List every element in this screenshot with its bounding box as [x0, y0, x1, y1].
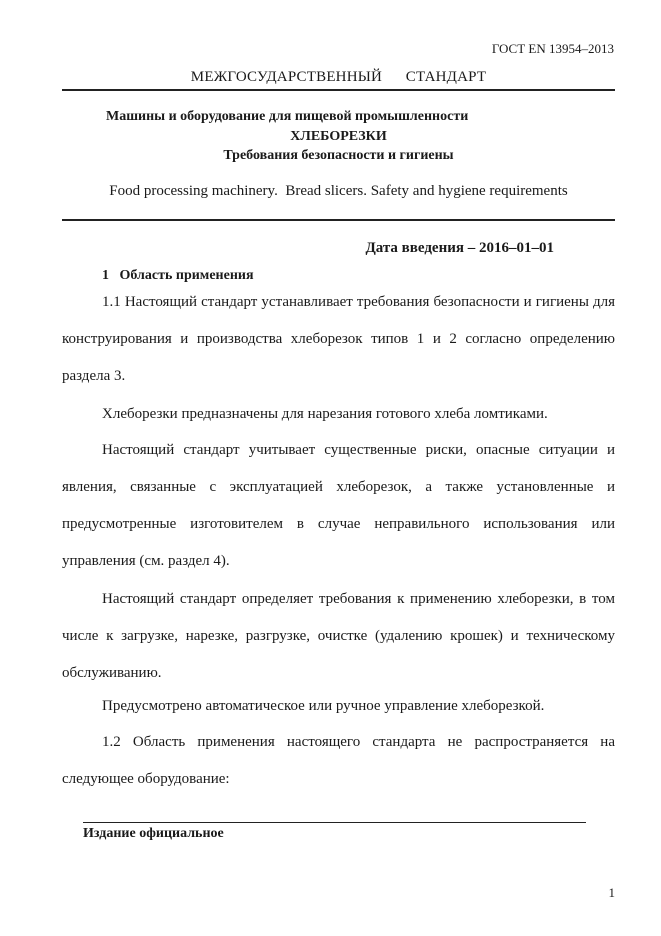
- official-edition-label: Издание официальное: [83, 826, 224, 841]
- top-divider: [62, 89, 615, 91]
- paragraph: Настоящий стандарт определяет требования к применению хлеборезки, в том числе к загрузке, нарезке, разгрузке, очистке (удалению крошек) и техническому обслуживанию.: [62, 591, 615, 681]
- intro-date: Дата введения – 2016–01–01: [365, 240, 554, 256]
- footnote-divider: [83, 822, 586, 823]
- standard-code: ГОСТ EN 13954–2013: [491, 41, 614, 56]
- paragraph: Настоящий стандарт учитывает существенные риски, опасные ситуации и явления, связанные с эксплуатацией хлеборезок, а также установленные и предусмотренные изготовителем в случае неправильного использования или управления (см. раздел 4).: [62, 442, 615, 569]
- title-line-1: Машины и оборудование для пищевой промышленности: [106, 109, 469, 124]
- english-title: Food processing machinery. Bread slicers. Safety and hygiene requirements: [109, 183, 568, 199]
- title-divider: [62, 219, 615, 221]
- paragraph: Предусмотрено автоматическое или ручное управление хлеборезкой.: [102, 698, 545, 714]
- title-line-3: Требования безопасности и гигиены: [223, 148, 454, 163]
- title-line-2: ХЛЕБОРЕЗКИ: [290, 129, 387, 144]
- page-number: 1: [608, 885, 615, 900]
- section-heading: 1 Область применения: [102, 268, 254, 283]
- standard-type-title: МЕЖГОСУДАРСТВЕННЫЙ СТАНДАРТ: [190, 69, 487, 85]
- paragraph: 1.2 Область применения настоящего стандарта не распространяется на следующее оборудование:: [62, 734, 615, 787]
- paragraph: 1.1 Настоящий стандарт устанавливает требования безопасности и гигиены для конструирования и производства хлеборезок типов 1 и 2 согласно определению раздела 3.: [62, 294, 615, 384]
- paragraph: Хлеборезки предназначены для нарезания готового хлеба ломтиками.: [102, 406, 548, 422]
